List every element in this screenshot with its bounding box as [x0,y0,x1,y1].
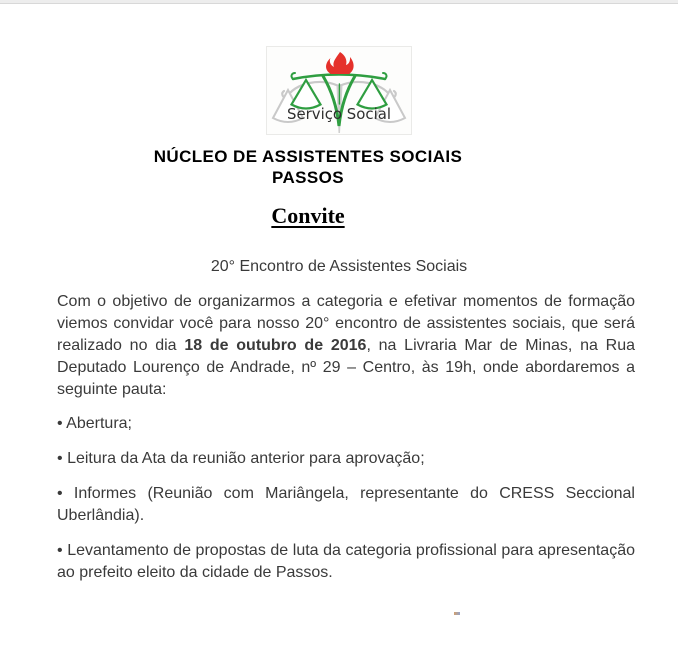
agenda-item-2 [57,448,635,470]
bullet-icon: • [57,415,63,432]
agenda-item-1-text: Abertura; [66,415,132,432]
document-title-text: Convite [271,203,345,228]
heading-line-1: NÚCLEO DE ASSISTENTES SOCIAIS [153,147,463,166]
agenda-item-2-text: Leitura da Ata da reunião anterior para aprovação; [67,450,425,467]
event-date: 18 de outubro de 2016 [184,337,367,354]
agenda-item-4 [57,540,635,584]
event-subtitle: 20° Encontro de Assistentes Sociais [210,258,468,275]
bullet-icon: • [57,485,63,502]
bullet-icon: • [57,542,63,559]
scales-torch-logo-icon [266,46,412,135]
document-title [0,203,647,229]
heading-line-2: PASSOS [272,168,344,187]
window-top-band [0,0,678,4]
agenda-item-4-text: Levantamento de propostas de luta da categoria profissional para apresentação ao prefeito eleito da cidade de Passos. [57,542,635,581]
document-body [57,291,635,584]
servico-social-logo [0,46,678,135]
intro-before-date: Com o objetivo de organizarmos a categoria e efetivar momentos de formação viemos convidar você para nosso 20° encontro de assistentes sociais, que será realizado no dia [57,293,635,354]
agenda-item-1 [57,413,635,435]
intro-after-date: , na Livraria Mar de Minas, na Rua Deputado Lourenço de Andrade, nº 29 – Centro, às 19h, onde abordaremos a seguinte pauta: [57,337,635,398]
agenda-item-3-text: Informes (Reunião com Mariângela, representante do CRESS Seccional Uberlândia). [57,485,635,524]
bullet-icon: • [57,450,63,467]
logo-caption: Serviço Social [287,105,391,123]
intro-paragraph [57,291,635,401]
page-artifact-mark [454,612,460,615]
organization-heading [0,146,647,188]
agenda-item-3 [57,483,635,527]
